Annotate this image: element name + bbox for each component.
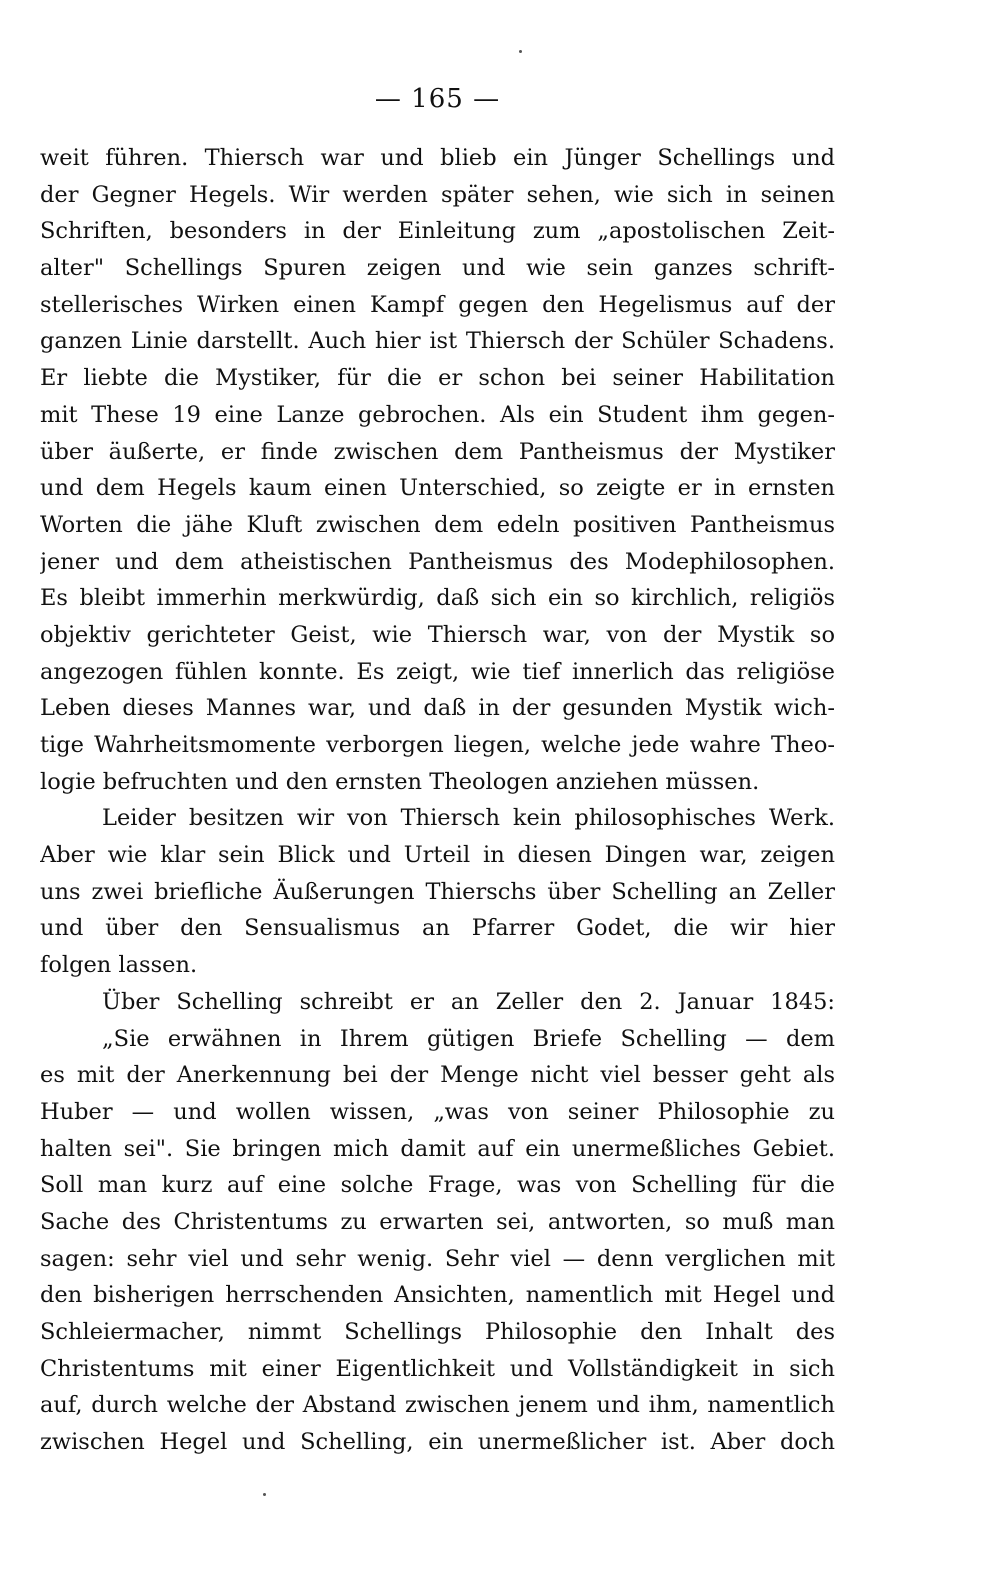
text-line: sagen: sehr viel und sehr wenig. Sehr viel — denn verglichen mit xyxy=(40,1245,835,1272)
text-line: Schriften, besonders in der Einleitung zum „apostolischen Zeit- xyxy=(40,218,835,245)
document-page xyxy=(40,0,835,1586)
text-line: alter" Schellings Spuren zeigen und wie sein ganzes schrift- xyxy=(40,255,835,282)
text-line: Sache des Christentums zu erwarten sei, antworten, so muß man xyxy=(40,1208,835,1235)
text-line: „Sie erwähnen in Ihrem gütigen Briefe Schelling — dem xyxy=(102,1025,835,1052)
scan-speck xyxy=(263,1493,266,1496)
text-line: folgen lassen. xyxy=(40,952,198,979)
text-line: Leider besitzen wir von Thiersch kein philosophisches Werk. xyxy=(102,805,835,832)
text-line: weit führen. Thiersch war und blieb ein Jünger Schellings und xyxy=(40,145,835,171)
text-line: jener und dem atheistischen Pantheismus des Modephilosophen. xyxy=(40,548,835,575)
text-line: der Gegner Hegels. Wir werden später sehen, wie sich in seinen xyxy=(40,181,835,208)
text-line: tige Wahrheitsmomente verborgen liegen, welche jede wahre Theo- xyxy=(40,732,835,758)
text-line: auf, durch welche der Abstand zwischen jenem und ihm, namentlich xyxy=(40,1392,835,1419)
text-line: Aber wie klar sein Blick und Urteil in diesen Dingen war, zeigen xyxy=(40,842,835,869)
text-line: halten sei". Sie bringen mich damit auf ein unermeßliches Gebiet. xyxy=(40,1135,835,1162)
text-line: uns zwei briefliche Äußerungen Thierschs über Schelling an Zeller xyxy=(40,878,835,905)
text-line: Es bleibt immerhin merkwürdig, daß sich ein so kirchlich, religiös xyxy=(40,585,835,612)
text-line: Leben dieses Mannes war, und daß in der gesunden Mystik wich- xyxy=(40,695,835,722)
scan-speck xyxy=(519,50,522,53)
text-line: angezogen fühlen konnte. Es zeigt, wie tief innerlich das religiöse xyxy=(40,658,835,685)
text-line: Huber — und wollen wissen, „was von seiner Philosophie zu xyxy=(40,1098,835,1125)
text-line: Er liebte die Mystiker, für die er schon bei seiner Habilitation xyxy=(40,365,835,392)
text-line: über äußerte, er finde zwischen dem Pantheismus der Mystiker xyxy=(40,438,835,465)
text-line: zwischen Hegel und Schelling, ein unermeßlicher ist. Aber doch xyxy=(40,1429,835,1456)
text-line: Über Schelling schreibt er an Zeller den 2. Januar 1845: xyxy=(102,988,835,1015)
page-number: — 165 — xyxy=(374,84,501,114)
text-line: Soll man kurz auf eine solche Frage, was von Schelling für die xyxy=(40,1172,835,1199)
text-line: und dem Hegels kaum einen Unterschied, so zeigte er in ernsten xyxy=(40,475,835,502)
text-line: logie befruchten und den ernsten Theologen anziehen müssen. xyxy=(40,768,760,795)
text-line: objektiv gerichteter Geist, wie Thiersch war, von der Mystik so xyxy=(40,621,835,648)
text-line: Worten die jähe Kluft zwischen dem edeln positiven Pantheismus xyxy=(40,511,835,538)
text-line: mit These 19 eine Lanze gebrochen. Als ein Student ihm gegen- xyxy=(40,401,835,428)
body-text xyxy=(40,140,835,1461)
text-line: stellerisches Wirken einen Kampf gegen den Hegelismus auf der xyxy=(40,291,835,318)
text-line: und über den Sensualismus an Pfarrer Godet, die wir hier xyxy=(40,915,835,942)
text-line: es mit der Anerkennung bei der Menge nicht viel besser geht als xyxy=(40,1062,835,1089)
text-line: Schleiermacher, nimmt Schellings Philosophie den Inhalt des xyxy=(40,1319,835,1345)
text-line: ganzen Linie darstellt. Auch hier ist Thiersch der Schüler Schadens. xyxy=(40,328,835,355)
text-line: Christentums mit einer Eigentlichkeit und Vollständigkeit in sich xyxy=(40,1355,835,1382)
text-line: den bisherigen herrschenden Ansichten, namentlich mit Hegel und xyxy=(40,1282,835,1309)
